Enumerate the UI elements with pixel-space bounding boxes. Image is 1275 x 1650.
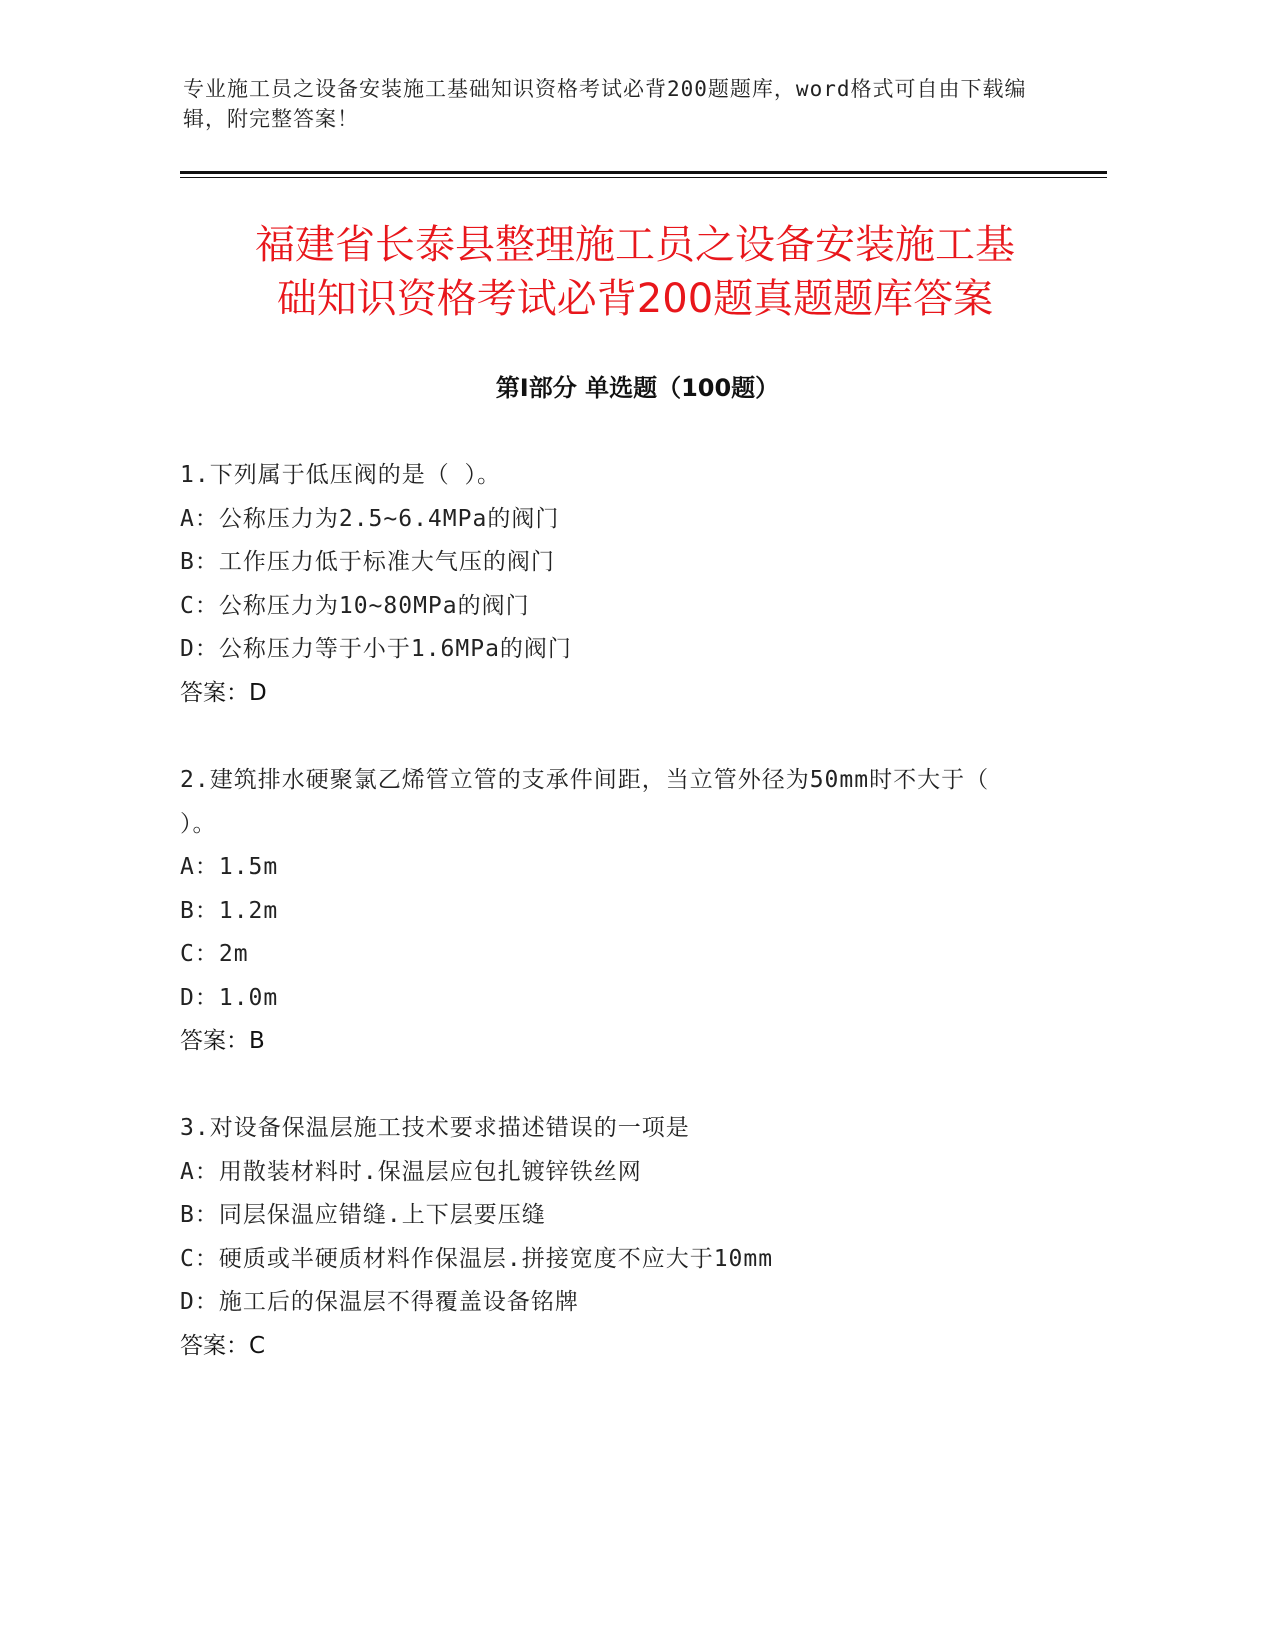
- header-note: 专业施工员之设备安装施工基础知识资格考试必背200题题库，word格式可自由下载编辑，附完整答案！: [183, 77, 1027, 131]
- option-d: D：1.0m: [180, 984, 279, 1011]
- header-rule-thin: [180, 177, 1107, 178]
- option-a: A：用散装材料时.保温层应包扎镀锌铁丝网: [180, 1158, 642, 1185]
- header-rule-thick: [180, 171, 1107, 174]
- answer: 答案：C: [180, 1332, 266, 1359]
- question-3: [180, 1107, 1040, 1368]
- option-b: B：同层保温应错缝.上下层要压缝: [180, 1202, 546, 1228]
- option-b: B：1.2m: [180, 897, 279, 924]
- question-2: [180, 759, 1040, 1064]
- question-stem: 3.对设备保温层施工技术要求描述错误的一项是: [180, 1115, 690, 1141]
- option-b: B：工作压力低于标准大气压的阀门: [180, 549, 555, 575]
- option-c: C：公称压力为10~80MPa的阀门: [180, 592, 530, 619]
- document-title-line-2: 础知识资格考试必背200题真题题库答案: [276, 276, 994, 322]
- answer: 答案：D: [180, 679, 267, 706]
- document-title: [150, 218, 1120, 326]
- section-title: 第Ⅰ部分 单选题（100题）: [495, 374, 780, 402]
- option-d: D：施工后的保温层不得覆盖设备铭牌: [180, 1289, 579, 1315]
- option-c: C：2m: [180, 941, 249, 967]
- option-a: A：公称压力为2.5~6.4MPa的阀门: [180, 505, 560, 532]
- option-d: D：公称压力等于小于1.6MPa的阀门: [180, 636, 572, 662]
- document-title-line-1: 福建省长泰县整理施工员之设备安装施工基: [255, 222, 1015, 268]
- answer: 答案：B: [180, 1028, 265, 1054]
- option-a: A：1.5m: [180, 854, 279, 880]
- option-c: C：硬质或半硬质材料作保温层.拼接宽度不应大于10mm: [180, 1245, 774, 1272]
- question-1: [180, 454, 1040, 715]
- question-stem: 1.下列属于低压阀的是（ ）。: [180, 462, 502, 488]
- question-stem: 2.建筑排水硬聚氯乙烯管立管的支承件间距，当立管外径为50mm时不大于（ ）。: [180, 767, 990, 837]
